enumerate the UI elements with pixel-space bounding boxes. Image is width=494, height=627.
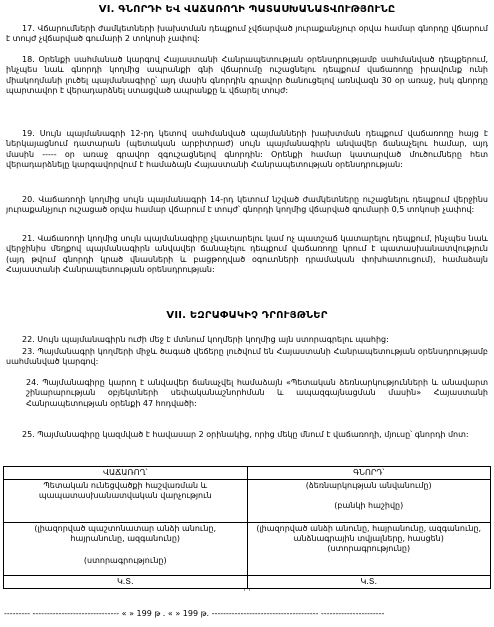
seller-person: (լիազորված պաշտոնատար անձի անունը, հայրանունը, ազգանունը) [34, 524, 217, 543]
buyer-organization: (ձեռնարկության անվանումը) [305, 481, 432, 490]
buyer-header: ԳՆՈՐԴ՝ [247, 467, 491, 480]
date-line: --------- ------------------------------ « » 199 թ . « » 199 թ. ------------------------------------- ---------------------- [4, 609, 385, 618]
clause-22 [6, 335, 488, 345]
section-6-title: VI. ԳՆՈՐԴԻ ԵՎ ՎԱՃԱՌՈՂԻ ՊԱՏԱՍԽԱՆԱՏՎՈՒԹՅՈՒՆԸ [98, 4, 396, 15]
buyer-seal: Կ.Տ. [247, 576, 491, 589]
clause-17-text: 17. Վճարումների ժամկետների խախտման դեպքում չվճարված յուրաքանչյուր օրվա համար գնորդը վճարում է տույժ չվճարված գումարի 2 տոկոսի չափով: [6, 24, 488, 44]
clause-21-text: 21. Վաճառողի կողմից սույն պայմանագիրը չկատարելու կամ ոչ պատշաճ կատարելու դեպքում, ինչպես նաև վերջինիս մեղքով պայմանագիրն անվավեր ճանաչելու դեպքում վաճառողը կրում է պատասխանատվություն (այդ թվում գնորդի կրած վնասների և բացթողված օգուտների դրամական փոխհատուցում), համաձայն Հայաստանի Հանրապետության օրենսդրության: [6, 234, 488, 275]
clause-19 [6, 129, 488, 171]
signature-header-row [4, 467, 491, 480]
clause-23-text: 23. Պայմանագրի կողմերի միջև ծագած վեճերը լուծվում են Հայաստանի Հանրապետության օրենսդրությամբ սահմանված կարգով: [6, 347, 488, 367]
organization-row [4, 480, 491, 523]
clause-21 [6, 234, 488, 276]
section-7-title: VII. ԵԶՐԱՓԱԿԻՉ ԴՐՈՒՅԹՆԵՐ [166, 310, 328, 321]
seller-signature: (ստորագրությունը) [83, 556, 167, 565]
clause-18-text: 18. Օրենքի սահմանած կարգով Հայաստանի Հանրապետության օրենսդրությամբ սահմանված դեպքերում, ինչպես նաև գնորդի կողմից ապրանքի գնի վճարումը ուշացնելու դեպքում վաճառողը իրավունք ունի միակողմանի լուծել պայմանագիրը՝ այդ մասին գնորդին գրավոր ծանուցելով առնվազն 30 օր առաջ, իսկ գնորդը պարտավոր է վերադարձնել ստացված ապրանքը և վճարել տույժ: [6, 55, 488, 96]
footer-dots: · · [243, 586, 251, 595]
buyer-signature: (ստորագրությունը) [327, 544, 411, 553]
person-row [4, 523, 491, 576]
clause-22-text: 22. Սույն պայմանագիրն ուժի մեջ է մտնում կողմերի կողմից այն ստորագրելու պահից: [22, 335, 389, 344]
buyer-person-cell [247, 523, 491, 576]
seller-organization-cell [4, 480, 248, 523]
seller-seal: Կ.Տ. [4, 576, 248, 589]
seller-header: ՎԱՃԱՌՈՂ՝ [4, 467, 248, 480]
seller-organization: Պետական ունեցվածքի հաշվառման և պապատասխանատվական վարչություն [38, 481, 212, 500]
clause-24-text: 24. Պայմանագիրը կարող է անվավեր ճանաչվել համաձայն «Պետական ձեռնարկությունների և անավարտ շինարարության օբյեկտների սեփականաշնորհման և ապազգայնացման մասին» Հայաստանի Հանրապետության օրենքի 47 հոդվածի: [26, 378, 488, 408]
clause-19-text: 19. Սույն պայմանագրի 12-րդ կետով սահմանված պայմանների խախտման դեպքում վաճառողը հայց է ներկայացնում դատարան (պետական արբիտրաժ) սույն պայմանագիրն անվավեր ճանաչելու համար, այդ մասին ----- օր առաջ գրավոր զգուշացնելով գնորդին: Օրենքի համար կատարված մուծումները հետ վերադարձնելը կարգավորվում է համաձայն Հայաստանի Հանրապետության օրենսդրության: [6, 129, 488, 170]
buyer-organization-cell [247, 480, 491, 523]
buyer-bank-account: (բանկի հաշիվը) [334, 501, 404, 510]
signature-table [3, 466, 491, 589]
seller-person-cell [4, 523, 248, 576]
clause-18 [6, 55, 488, 97]
buyer-person: (լիազորված անձի անունը, հայրանունը, ազգանունը, անձնագրային տվյալները, հասցեն) [256, 524, 482, 543]
clause-20 [6, 195, 488, 216]
clause-17 [6, 24, 488, 45]
clause-25-text: 25. Պայմանագիրը կազմված է հավասար 2 օրինակից, որից մեկը մնում է վաճառողի, մյուսը՝ գնորդի մոտ: [22, 430, 469, 439]
clause-23 [6, 347, 488, 368]
clause-25 [6, 430, 488, 440]
clause-20-text: 20. Վաճառողի կողմից սույն պայմանագրի 14-րդ կետում նշված ժամկետները ուշացնելու դեպքում վերջինս յուրաքանչյուր ուշացած օրվա համար վճարում է տույժ՝ գնորդի կողմից վճարված գումարի 0,5 տոկոսի չափով: [6, 195, 488, 215]
clause-24 [26, 378, 488, 409]
